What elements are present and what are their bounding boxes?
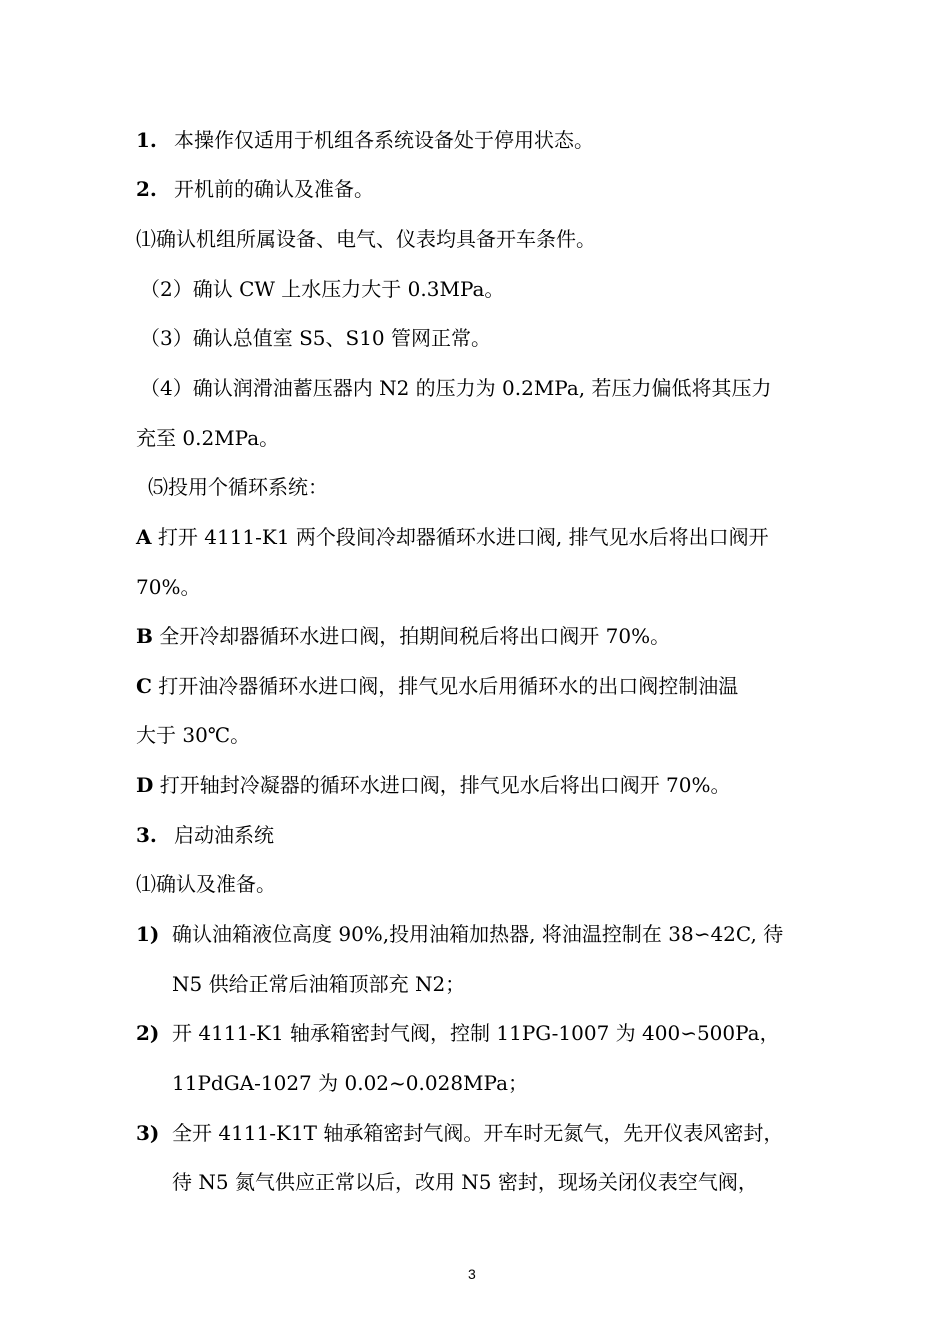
line-text: 全开冷却器循环水进口阀，拍期间税后将出口阀开 70%。: [152, 624, 671, 648]
sub-marker: C: [136, 674, 152, 698]
line-text: 打开油冷器循环水进口阀，排气见水后用循环水的出口阀控制油温: [151, 674, 739, 698]
section-number: 1.: [136, 128, 157, 152]
section-number: 3.: [136, 823, 157, 847]
line-text: 全开 4111-K1T 轴承箱密封气阀。开车时无氮气，先开仪表风密封，: [172, 1121, 784, 1145]
item-5-line: [148, 473, 328, 501]
line-text: 打开轴封冷凝器的循环水进口阀，排气见水后将出口阀开 70%。: [153, 773, 731, 797]
sub-marker: A: [136, 525, 152, 549]
page-number: 3: [468, 1266, 476, 1282]
sub-c-line: [136, 672, 738, 700]
line-text: 启动油系统: [174, 823, 274, 847]
step-2-continuation: [172, 1069, 528, 1097]
sub-b-line: [136, 622, 670, 650]
step-number: 1): [136, 922, 160, 946]
line-text: 打开 4111-K1 两个段间冷却器循环水进口阀, 排气见水后将出口阀开: [151, 525, 769, 549]
sub-marker: B: [136, 624, 153, 648]
line-text: 投用个循环系统：: [168, 475, 328, 499]
line-text: N5 供给正常后油箱顶部充 N2；: [172, 972, 466, 996]
sub-c-continuation: [136, 721, 250, 749]
item-marker: ⑸: [148, 475, 168, 499]
section-3-line: [136, 821, 274, 849]
step-number: 3): [136, 1121, 160, 1145]
step-3-line: [136, 1119, 783, 1147]
line-text: 待 N5 氮气供应正常以后，改用 N5 密封，现场关闭仪表空气阀，: [172, 1170, 758, 1194]
line-text: 11PdGA-1027 为 0.02~0.028MPa；: [172, 1071, 529, 1095]
line-text: 70%。: [136, 575, 201, 599]
item-marker: ⑴: [136, 227, 156, 251]
line-text: 开 4111-K1 轴承箱密封气阀，控制 11PG-1007 为 400∽500Pa，: [172, 1021, 780, 1045]
line-text: 本操作仅适用于机组各系统设备处于停用状态。: [174, 128, 594, 152]
item-marker: ⑴: [136, 872, 156, 896]
item-3-1-line: [136, 870, 276, 898]
line-text: （4）确认润滑油蓄压器内 N2 的压力为 0.2MPa, 若压力偏低将其压力: [140, 376, 772, 400]
line-text: 确认油箱液位高度 90%,投用油箱加热器, 将油温控制在 38∽42C, 待: [172, 922, 784, 946]
line-text: 充至 0.2MPa。: [136, 426, 280, 450]
line-text: 大于 30℃。: [136, 723, 251, 747]
sub-marker: D: [136, 773, 154, 797]
item-4-continuation: [136, 424, 279, 452]
section-number: 2.: [136, 177, 157, 201]
step-1-continuation: [172, 970, 465, 998]
section-2-line: [136, 175, 374, 203]
line-text: 开机前的确认及准备。: [174, 177, 374, 201]
line-text: 确认机组所属设备、电气、仪表均具备开车条件。: [156, 227, 596, 251]
item-1-line: [136, 225, 596, 253]
step-3-continuation: [172, 1168, 758, 1196]
sub-d-line: [136, 771, 731, 799]
step-2-line: [136, 1019, 780, 1047]
line-text: 确认及准备。: [156, 872, 276, 896]
item-4-line: [140, 374, 772, 402]
step-number: 2): [136, 1021, 160, 1045]
sub-a-continuation: [136, 573, 200, 601]
line-text: （3）确认总值室 S5、S10 管网正常。: [140, 326, 492, 350]
step-1-line: [136, 920, 783, 948]
section-1-line: [136, 126, 594, 154]
item-2-line: [140, 275, 504, 303]
sub-a-line: [136, 523, 769, 551]
line-text: （2）确认 CW 上水压力大于 0.3MPa。: [140, 277, 505, 301]
item-3-line: [140, 324, 491, 352]
